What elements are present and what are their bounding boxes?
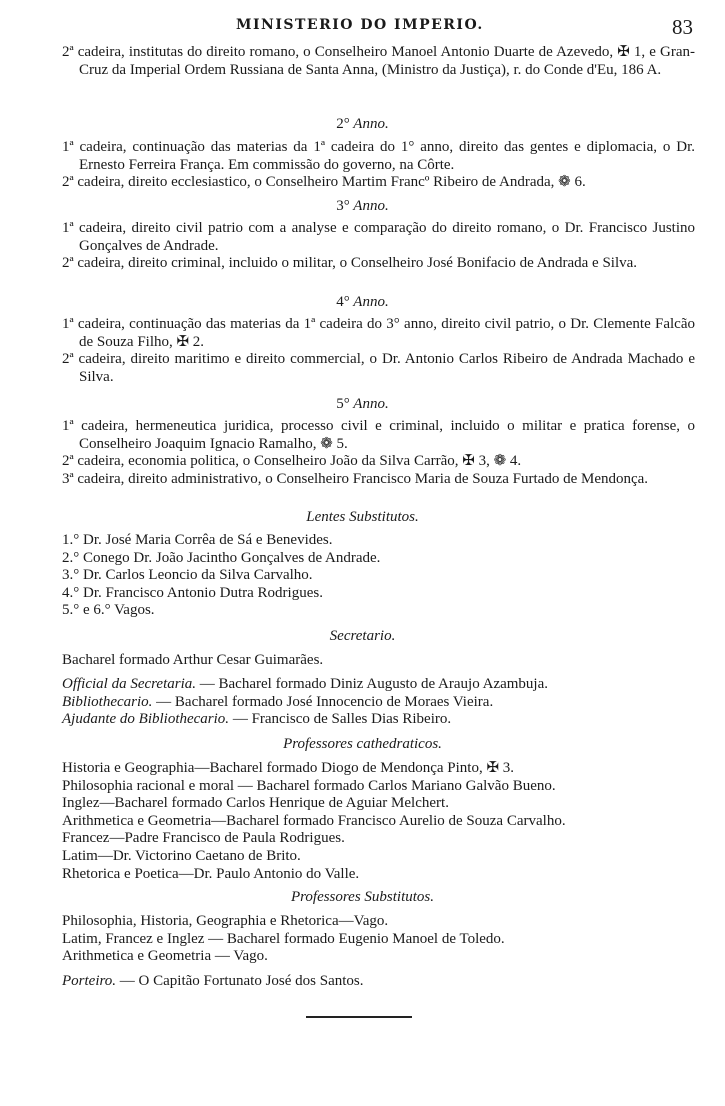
list-item: Inglez—Bacharel formado Carlos Henrique de Aguiar Melchert. — [62, 795, 449, 812]
list-item: 2.° Conego Dr. João Jacintho Gonçalves de Andrade. — [62, 549, 381, 566]
section-divider — [306, 1016, 412, 1018]
section-heading-secretario: Secretario. — [329, 628, 396, 644]
running-header: MINISTERIO DO IMPERIO. — [236, 17, 484, 33]
chair-entry: 3ª cadeira, direito administrativo, o Conselheiro Francisco Maria de Souza Furtado de Mendonça. — [62, 470, 649, 487]
chair-entry: 1ª cadeira, direito civil patrio com a analyse e comparação do direito romano, o Dr. Francisco Justino Gonçalves de Andrade. — [62, 220, 695, 254]
chair-entry: 2ª cadeira, direito ecclesiastico, o Conselheiro Martim Francº Ribeiro de Andrada, ❁ 6. — [62, 174, 586, 191]
list-item: Francez—Padre Francisco de Paula Rodrigues. — [62, 830, 345, 847]
chair-entry: 1ª cadeira, continuação das materias da 1ª cadeira do 3° anno, direito civil patrio, o Dr. Clemente Falcão de Souza Filho, ✠ 2. — [62, 316, 695, 350]
staff-entry: Bibliothecario. — Bacharel formado José Innocencio de Moraes Vieira. — [62, 693, 494, 710]
chair-entry: 2ª cadeira, direito criminal, incluido o militar, o Conselheiro José Bonifacio de Andrada e Silva. — [62, 255, 638, 272]
porteiro-entry: Porteiro. — O Capitão Fortunato José dos Santos. — [62, 973, 364, 989]
list-item: Latim—Dr. Victorino Caetano de Brito. — [62, 847, 301, 864]
secretario-name: Bacharel formado Arthur Cesar Guimarães. — [62, 652, 324, 668]
list-item: Arithmetica e Geometria — Vago. — [62, 948, 268, 965]
year-2-entries — [62, 139, 695, 192]
list-item: Arithmetica e Geometria—Bacharel formado Francisco Aurelio de Souza Carvalho. — [62, 812, 566, 829]
list-item: Philosophia racional e moral — Bacharel formado Carlos Mariano Galvão Bueno. — [62, 777, 556, 794]
section-heading-substitutos: Professores Substitutos. — [290, 889, 435, 905]
lentes-list — [62, 532, 695, 620]
list-item: Latim, Francez e Inglez — Bacharel formado Eugenio Manoel de Toledo. — [62, 930, 505, 947]
staff-entry: Official da Secretaria. — Bacharel formado Diniz Augusto de Araujo Azambuja. — [62, 676, 549, 692]
year-heading: 4° Anno. — [336, 294, 389, 310]
secretaria-staff — [62, 676, 695, 729]
year-heading: 3° Anno. — [336, 198, 389, 214]
intro-entry — [62, 44, 695, 79]
chair-entry: 1ª cadeira, continuação das materias da 1ª cadeira do 1° anno, direito das gentes e diplomacia, o Dr. Ernesto Ferreira França. Em commissão do governo, na Côrte. — [62, 139, 695, 173]
chair-entry: 2ª cadeira, direito maritimo e direito commercial, o Dr. Antonio Carlos Ribeiro de Andrada Machado e Silva. — [62, 351, 695, 385]
staff-entry: Ajudante do Bibliothecario. — Francisco de Salles Dias Ribeiro. — [62, 711, 452, 728]
year-heading: 2° Anno. — [336, 116, 389, 132]
substitutos-list — [62, 913, 695, 966]
chair-entry: 1ª cadeira, hermeneutica juridica, processo civil e criminal, incluido o militar e pratica forense, o Conselheiro Joaquim Ignacio Ramalho, ❁ 5. — [62, 418, 695, 452]
list-item: 5.° e 6.° Vagos. — [62, 602, 155, 619]
section-heading-cathedraticos: Professores cathedraticos. — [283, 736, 442, 752]
list-item: Philosophia, Historia, Geographia e Rhetorica—Vago. — [62, 913, 389, 929]
list-item: 1.° Dr. José Maria Corrêa de Sá e Benevides. — [62, 532, 333, 548]
list-item: Rhetorica e Poetica—Dr. Paulo Antonio do Valle. — [62, 865, 360, 882]
list-item: Historia e Geographia—Bacharel formado Diogo de Mendonça Pinto, ✠ 3. — [62, 760, 515, 776]
year-4-entries — [62, 316, 695, 386]
year-heading: 5° Anno. — [336, 396, 389, 412]
page-number: 83 — [672, 15, 693, 39]
year-3-entries — [62, 220, 695, 273]
cathedraticos-list — [62, 760, 695, 883]
year-5-entries — [62, 418, 695, 488]
section-heading-lentes: Lentes Substitutos. — [306, 509, 419, 525]
chair-entry: 2ª cadeira, economia politica, o Conselheiro João da Silva Carrão, ✠ 3, ❁ 4. — [62, 453, 522, 470]
chair-entry: 2ª cadeira, institutas do direito romano, o Conselheiro Manoel Antonio Duarte de Azevedo, ✠ 1, e Gran-Cruz da Imperial Ordem Russiana de Santa Anna, (Ministro da Justiça), r. do Conde d'Eu, 186 A. — [62, 44, 695, 78]
list-item: 3.° Dr. Carlos Leoncio da Silva Carvalho. — [62, 567, 313, 584]
list-item: 4.° Dr. Francisco Antonio Dutra Rodrigues. — [62, 584, 323, 601]
